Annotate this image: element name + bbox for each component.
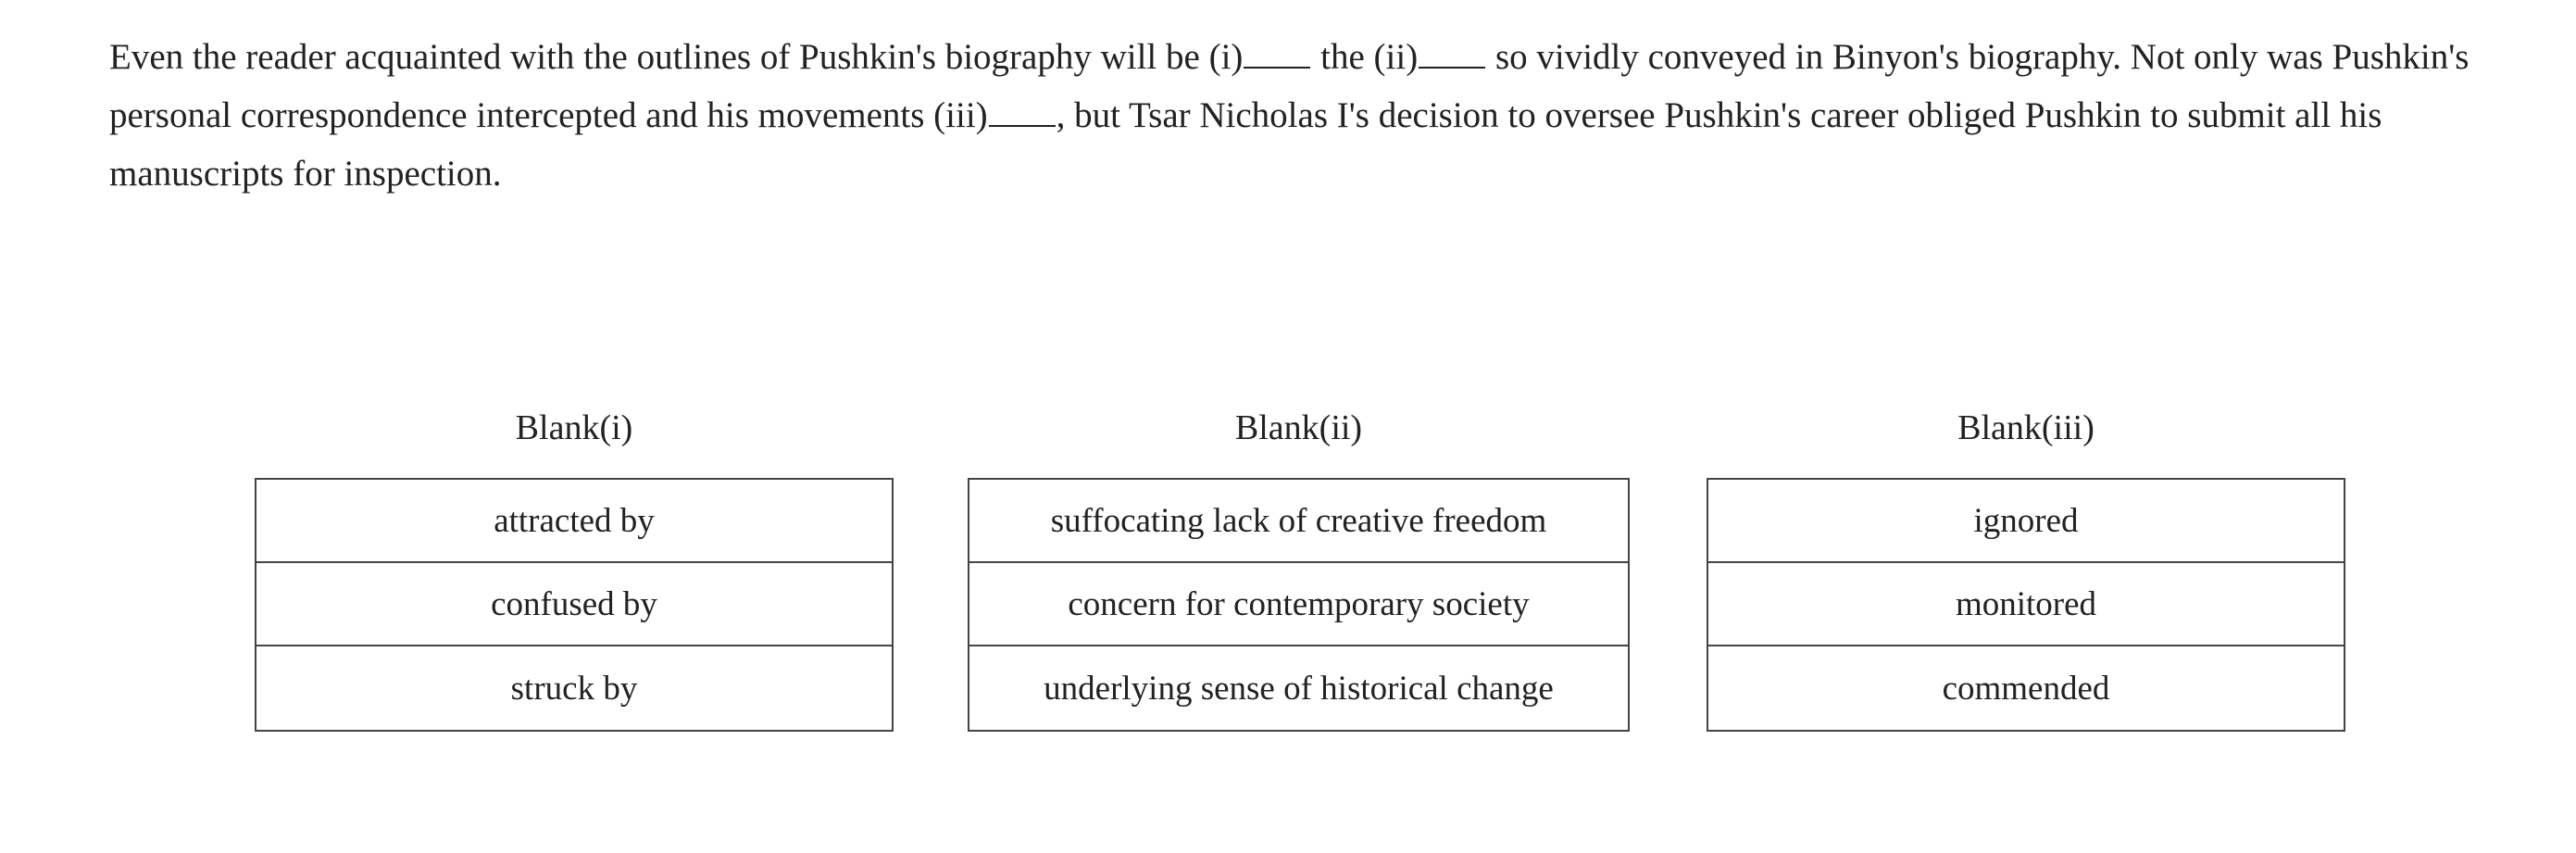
blank-iii-header: Blank(iii) bbox=[1957, 408, 2095, 447]
option-row[interactable]: monitored bbox=[1708, 563, 2344, 646]
passage-segment-4: , but Tsar Nicholas I's decision to oversee Pushkin's career obliged Pushkin to submit all his manuscripts for inspection. bbox=[109, 95, 2382, 194]
blank-ii-underline bbox=[1419, 33, 1485, 69]
blank-i-options-table bbox=[255, 478, 894, 732]
blank-ii-column bbox=[968, 408, 1630, 732]
blank-iii-options-table bbox=[1707, 478, 2345, 732]
blank-ii-options-table bbox=[968, 478, 1630, 732]
option-row[interactable]: ignored bbox=[1708, 480, 2344, 563]
blank-iii-underline bbox=[989, 92, 1056, 127]
passage-segment-3: so vividly conveyed in Binyon's biography. Not only was Pushkin's personal correspondence intercepted and his movements (iii) bbox=[109, 37, 2470, 136]
answer-choices-area bbox=[0, 408, 2576, 732]
passage-segment-2: the (ii) bbox=[1311, 37, 1419, 77]
question-passage bbox=[109, 28, 2480, 204]
option-row[interactable]: concern for contemporary society bbox=[969, 563, 1628, 646]
blank-i-underline bbox=[1244, 33, 1310, 69]
blank-i-column bbox=[255, 408, 894, 732]
blank-i-header: Blank(i) bbox=[515, 408, 633, 447]
blank-ii-header: Blank(ii) bbox=[1234, 408, 1363, 447]
option-row[interactable]: underlying sense of historical change bbox=[1044, 669, 1554, 708]
option-row[interactable]: suffocating lack of creative freedom bbox=[969, 480, 1628, 563]
option-row[interactable]: attracted by bbox=[256, 480, 892, 563]
passage-segment-1: Even the reader acquainted with the outlines of Pushkin's biography will be (i) bbox=[109, 37, 1244, 77]
option-row[interactable]: confused by bbox=[256, 563, 892, 646]
blank-iii-column bbox=[1707, 408, 2345, 732]
option-row[interactable]: commended bbox=[1942, 669, 2110, 708]
option-row[interactable]: struck by bbox=[510, 669, 638, 708]
